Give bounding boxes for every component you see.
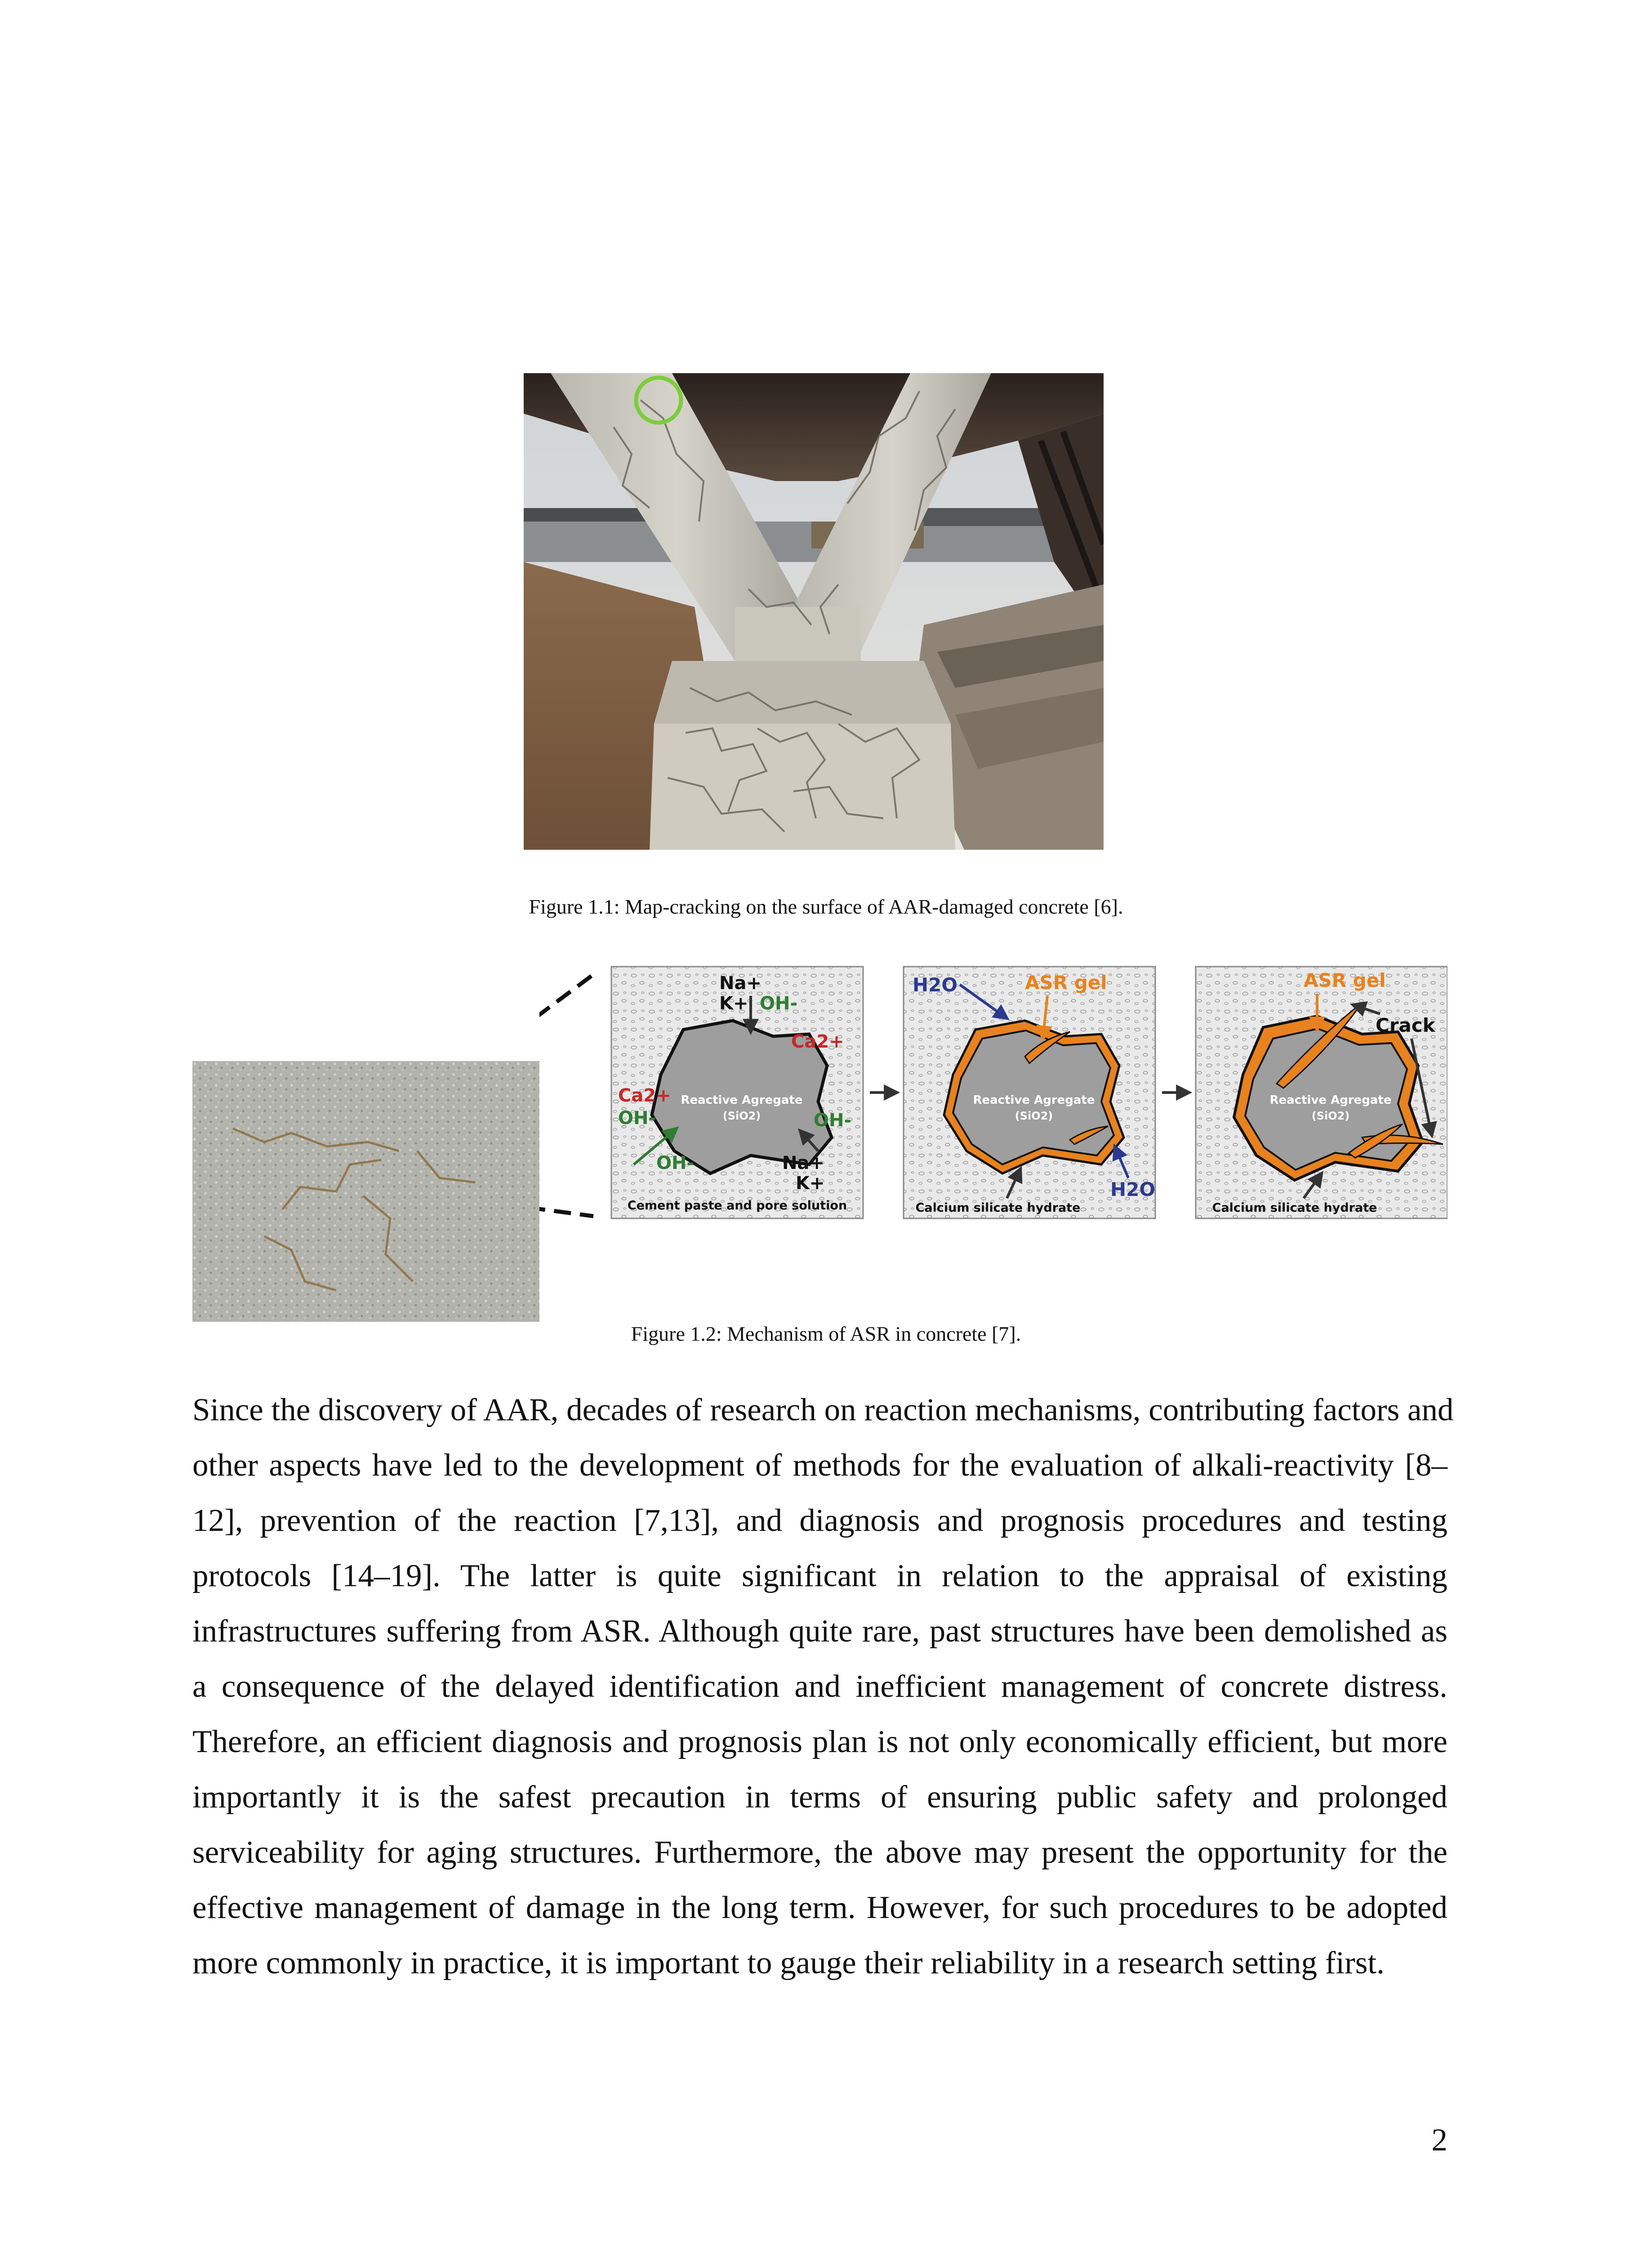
figure-1-photo — [524, 373, 1104, 850]
aggregate-label-2: Reactive Agregate — [973, 1093, 1095, 1107]
panel-3-bottom-label: Calcium silicate hydrate — [1212, 1201, 1377, 1215]
paragraph-line: a consequence of the delayed identification and inefficient management of concrete distress. — [192, 1669, 1447, 1704]
ion-ca-left: Ca2+ — [618, 1085, 671, 1106]
paragraph-line: 12], prevention of the reaction [7,13], and diagnosis and prognosis procedures and testing — [192, 1503, 1447, 1538]
aggregate-formula-3: (SiO2) — [1311, 1110, 1350, 1122]
asr-mechanism-diagram — [539, 953, 1447, 1232]
zoom-line-top — [539, 971, 598, 1142]
body-paragraph — [192, 1383, 1454, 1991]
ion-na-top: Na+ — [719, 973, 761, 994]
paragraph-line: serviceability for aging structures. Furthermore, the above may present the opportunity for the — [192, 1835, 1447, 1870]
paragraph-line: protocols [14–19]. The latter is quite significant in relation to the appraisal of existing — [192, 1558, 1447, 1593]
panel-1-bottom-label: Cement paste and pore solution — [627, 1199, 847, 1213]
paragraph-line: Therefore, an efficient diagnosis and prognosis plan is not only economically efficient, but more — [192, 1724, 1447, 1759]
ion-k-bottom: K+ — [796, 1173, 825, 1194]
paragraph-line: effective management of damage in the long term. However, for such procedures to be adopted — [192, 1890, 1447, 1925]
paragraph-line: more commonly in practice, it is important to gauge their reliability in a research setting first. — [192, 1945, 1385, 1980]
zoom-line-bottom — [539, 1187, 593, 1216]
aggregate-formula-1: (SiO2) — [722, 1110, 761, 1122]
figure-2-concrete-surface-photo — [192, 1061, 539, 1322]
ion-na-bottom: Na+ — [782, 1153, 824, 1173]
water-label-bottom: H2O — [1110, 1178, 1156, 1200]
ion-oh-right: OH- — [814, 1110, 852, 1131]
page-number: 2 — [1431, 2123, 1447, 2158]
ion-oh-top: OH- — [760, 993, 798, 1014]
paragraph-line: Since the discovery of AAR, decades of research on reaction mechanisms, contributing factors and — [192, 1392, 1454, 1427]
ion-ca-right: Ca2+ — [791, 1031, 844, 1052]
figure-1-caption: Figure 1.1: Map-cracking on the surface of AAR-damaged concrete [6]. — [529, 895, 1123, 918]
panel-1-ion-attack — [611, 967, 863, 1218]
panel-3-cracking — [1196, 967, 1447, 1218]
panel-2-gel-formation — [904, 967, 1155, 1218]
bridge-pier-photo — [524, 373, 1104, 850]
paragraph-line: infrastructures suffering from ASR. Although quite rare, past structures have been demolished as — [192, 1614, 1447, 1649]
asr-gel-label-2: ASR gel — [1025, 972, 1107, 994]
aggregate-label-3: Reactive Agregate — [1269, 1093, 1392, 1107]
asr-gel-label-3: ASR gel — [1304, 969, 1386, 991]
ion-k-top: K+ — [719, 993, 748, 1014]
water-label-top: H2O — [913, 974, 958, 996]
paragraph-line: importantly it is the safest precaution in terms of ensuring public safety and prolonged — [192, 1780, 1447, 1815]
ion-oh-left-2: OH- — [656, 1153, 695, 1173]
aggregate-label-1: Reactive Agregate — [681, 1093, 803, 1107]
ion-oh-left: OH- — [618, 1108, 656, 1128]
figure-2-caption: Figure 1.2: Mechanism of ASR in concrete [7]. — [631, 1322, 1021, 1345]
aggregate-formula-2: (SiO2) — [1015, 1110, 1053, 1122]
crack-label: Crack — [1376, 1014, 1435, 1036]
panel-2-bottom-label: Calcium silicate hydrate — [915, 1201, 1081, 1215]
paragraph-line: other aspects have led to the development of methods for the evaluation of alkali-reactivity [8– — [192, 1448, 1447, 1483]
